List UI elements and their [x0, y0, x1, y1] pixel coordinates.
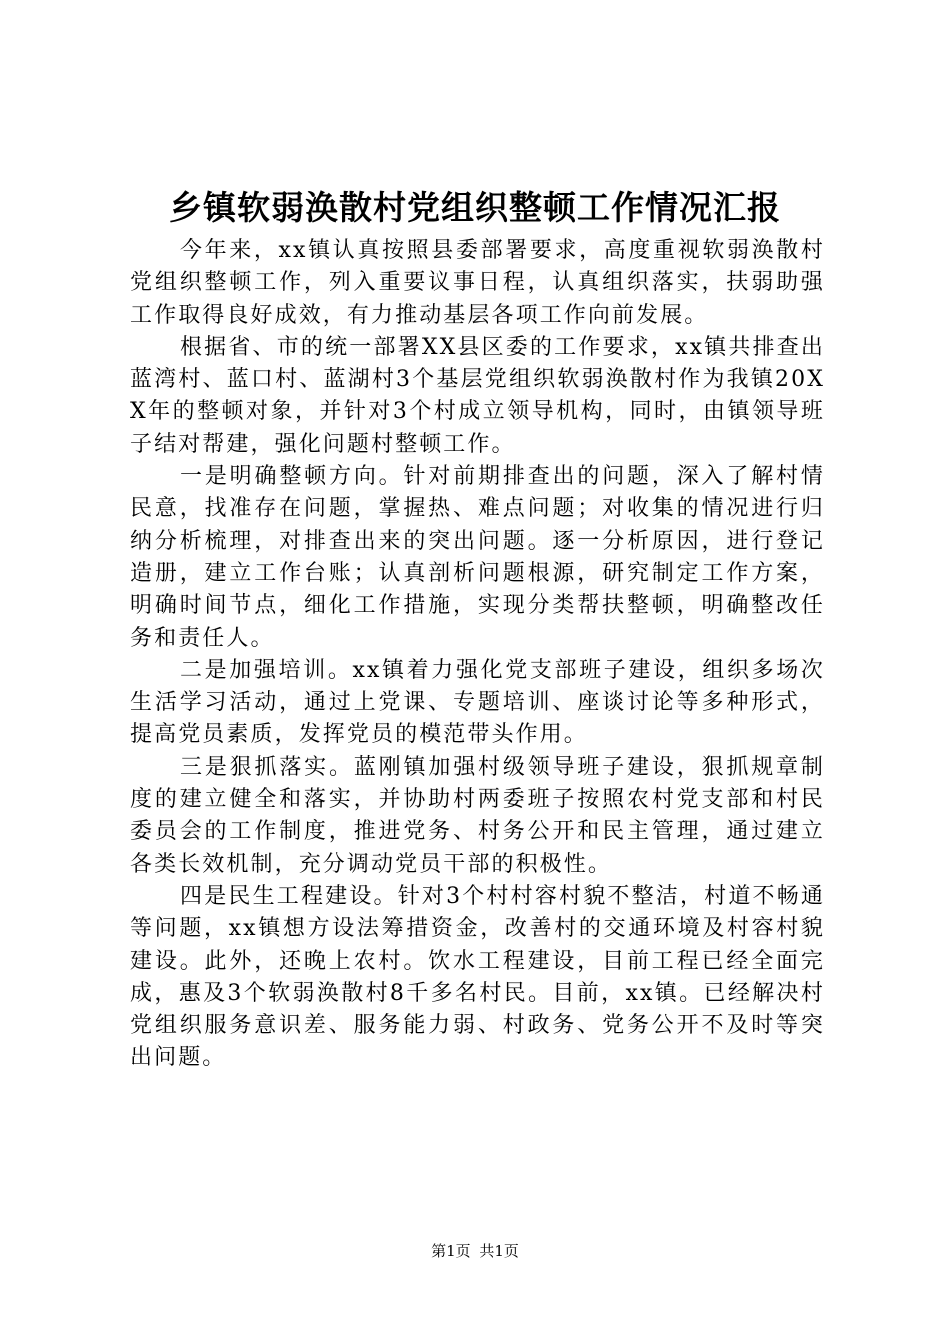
paragraph-measure-2: 二是加强培训。xx镇着力强化党支部班子建设，组织多场次生活学习活动，通过上党课、专题培训、座谈讨论等多种形式，提高党员素质，发挥党员的模范带头作用。 — [130, 657, 825, 748]
paragraph-measure-4: 四是民生工程建设。针对3个村村容村貌不整洁，村道不畅通等问题，xx镇想方设法筹措资金，改善村的交通环境及村容村貌建设。此外，还晚上农村。饮水工程建设，目前工程已经全面完成，惠及3个软弱涣散村8千多名村民。目前，xx镇。已经解决村党组织服务意识差、服务能力弱、村政务、党务公开不及时等突出问题。 — [130, 883, 825, 1071]
paragraph-measure-3: 三是狠抓落实。蓝刚镇加强村级领导班子建设，狠抓规章制度的建立健全和落实，并协助村两委班子按照农村党支部和村民委员会的工作制度，推进党务、村务公开和民主管理，通过建立各类长效机制，充分调动党员干部的积极性。 — [130, 754, 825, 877]
paragraph-intro: 今年来，xx镇认真按照县委部署要求，高度重视软弱涣散村党组织整顿工作，列入重要议事日程，认真组织落实，扶弱助强工作取得良好成效，有力推动基层各项工作向前发展。 — [130, 238, 825, 328]
document-title: 乡镇软弱涣散村党组织整顿工作情况汇报 — [169, 188, 781, 227]
paragraph-background: 根据省、市的统一部署XX县区委的工作要求，xx镇共排查出蓝湾村、蓝口村、蓝湖村3个基层党组织软弱涣散村作为我镇20XX年的整顿对象，并针对3个村成立领导机构，同时，由镇领导班子结对帮建，强化问题村整顿工作。 — [130, 334, 825, 457]
document-body — [130, 235, 825, 1075]
page-total: 共1页 — [479, 1242, 519, 1260]
page-footer — [0, 1240, 950, 1262]
page-number: 第1页 — [431, 1242, 471, 1260]
paragraph-measure-1: 一是明确整顿方向。针对前期排查出的问题，深入了解村情民意，找准存在问题，掌握热、难点问题；对收集的情况进行归纳分析梳理，对排查出来的突出问题。逐一分析原因，进行登记造册，建立工作台账；认真剖析问题根源，研究制定工作方案，明确时间节点，细化工作措施，实现分类帮扶整顿，明确整改任务和责任人。 — [130, 464, 825, 651]
